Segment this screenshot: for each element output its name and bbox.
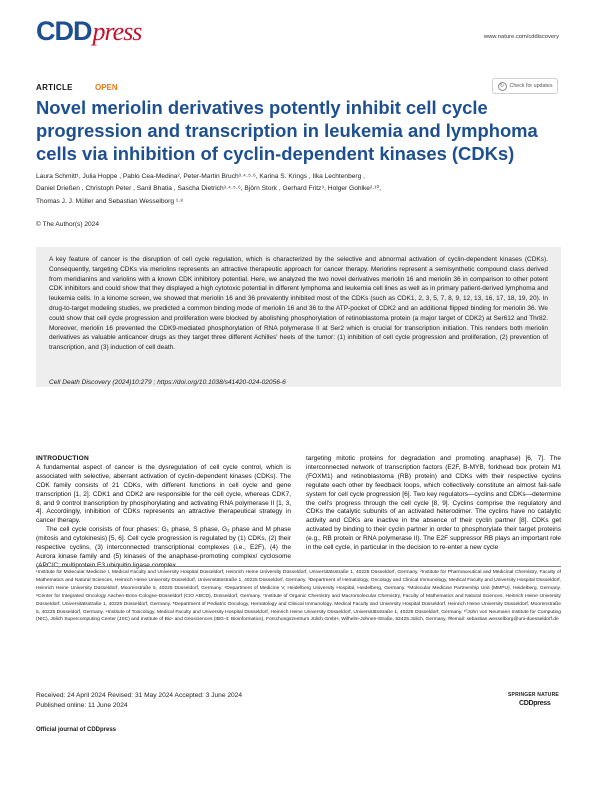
body-paragraph: A fundamental aspect of cancer is the dysregulation of cell cycle control, which is associated with selective, aberrant activation of cyclin-dependent kinases (CDKs). The CDK family consists of 21 CDKs, with different functions in cell cycle and gene transcription [1, 2]. CDK1 and CDK2 are responsible for the cell cycle, whereas CDK7, 8, and 9 control transcription by phosphorylating and activating RNA polymerase II [1, 3, 4]. Accordingly, inhibition of CDKs represents an attractive therapeutical strategy in cancer therapy. — [36, 463, 291, 525]
journal-logo: CDDpress — [36, 16, 142, 46]
article-title: Novel meriolin derivatives potently inhibit cell cycle progression and transcription in leukemia and lymphoma cells via inhibition of cyclin-dependent kinases (CDKs) — [36, 97, 538, 164]
check-updates-label: Check for updates — [509, 83, 553, 89]
article-dates — [36, 691, 242, 710]
journal-footer: Official journal of CDDpress — [36, 727, 117, 733]
journal-url[interactable]: www.nature.com/cddiscovery — [483, 34, 559, 40]
author-list — [36, 171, 561, 208]
abstract-text: A key feature of cancer is the disruption of cell cycle regulation, which is characterized by the selective and abnormal activation of cyclin-dependent kinases (CDKs). Consequently, targeting CDKs via meriolins represents an attractive therapeutic approach for cancer therapy. Meriolins represent a semisynthetic compound class derived from meridianins and variolins with a known CDK inhibitory potential. Here, we analyzed the two novel derivatives meriolin 16 and meriolin 36 in comparison to other potent CDK inhibitors and could show that they displayed a high cytotoxic potential in different lymphoma and leukemia cell lines as well as in primary patient-derived lymphoma and leukemia cells. In a kinome screen, we showed that meriolin 16 and 36 prevalently inhibited most of the CDKs (such as CDK1, 2, 3, 5, 7, 8, 9, 12, 13, 16, 17, 18, 19, 20). In drug-to-target modeling studies, we predicted a common binding mode of meriolin 16 and 36 to the ATP-pocket of CDK2 and an additional flipped binding for meriolin 36. We could show that cell cycle progression and proliferation were blocked by abolishing phosphorylation of retinoblastoma protein (a major target of CDK2) at Ser612 and Thr82. Moreover, meriolin 16 prevented the CDK9-mediated phosphorylation of RNA polymerase II at Ser2 which is crucial for transcription initiation. This renders both meriolin derivatives as valuable anticancer drugs as they target three different Achilles' heels of the tumor: (1) inhibition of cell cycle progression and proliferation, (2) prevention of transcription, and (3) induction of cell death. — [49, 256, 548, 352]
body-column-left — [36, 455, 291, 571]
published-online: Published online: 11 June 2024 — [36, 701, 128, 709]
author-line-3: Thomas J. J. Müller and Sebastian Wesselborg ¹·⁸ — [36, 197, 184, 205]
author-line-1: Laura Schmitt¹, Julia Hoppe , Pablo Cea-Medina², Peter-Martin Bruch³·⁴·⁵·⁶, Karina S. Krings , Ilka Lechtenberg , — [36, 173, 365, 180]
affiliations-footnote: ¹Institute for Molecular Medicine I, Medical Faculty and University Hospital Düsseldorf, Heinrich Heine University Düsseldorf, Universitätsstraße 1, 40225 Düsseldorf, Germany. ²Institute for Pharmaceutical and Medicinal Chemistry, Faculty of Mathematics and Natural Sciences, Heinrich Heine University Düsseldorf, Universitätsstraße 1, 40225 Düsseldorf, Germany. ³Department of Hematology, Oncology and Clinical Immunology, Medical Faculty and University Hospital Düsseldorf, Heinrich Heine University Düsseldorf, Moorenstraße 5, 40225 Düsseldorf, Germany. ⁴Department of Medicine V, Heidelberg University Hospital, Heidelberg, Germany. ⁵Molecular Medicine Partnership Unit (MMPU), Heidelberg, Germany. ⁶Center for Integrated Oncology Aachen-Bonn-Cologne-Düsseldorf (CIO ABCD), Düsseldorf, Germany. ⁷Institute of Organic Chemistry and Macromolecular Chemistry, Faculty of Mathematics and Natural Sciences, Heinrich Heine University Düsseldorf, Universitätsstraße 1, 40225 Düsseldorf, Germany. ⁸Department of Pediatric Oncology, Hematology and Clinical Immunology, Medical Faculty and University Hospital Düsseldorf, Heinrich Heine University Düsseldorf, Moorenstraße 5, 40225 Düsseldorf, Germany. ⁹Institute of Toxicology, Medical Faculty and University Hospital Düsseldorf, Heinrich Heine University Düsseldorf, Universitätsstraße 1, 40225 Düsseldorf, Germany. ¹⁰John von Neumann Institute for Computing (NIC), Jülich Supercomputing Center (JSC) and Institute of Bio- and Geosciences (IBG-4: Bioinformatics), Forschungszentrum Jülich GmbH, Wilhelm-Johnen-Straße, 52425 Jülich, Germany. ✉email: sebastian.wesselborg@uni-duesseldorf.de — [36, 570, 561, 623]
citation-line[interactable]: Cell Death Discovery (2024)10:279 ; https://doi.org/10.1038/s41420-024-02056-6 — [49, 379, 286, 386]
section-heading-introduction: INTRODUCTION — [36, 455, 89, 462]
check-updates-icon: ↻ — [498, 82, 507, 91]
author-line-2: Daniel Drießen , Christoph Peter , Sanil Bhatia , Sascha Dietrich³·⁴·⁵·⁶, Björn Stork , Gerhard Fritz⁹, Holger Gohlke²·¹⁰, — [36, 185, 382, 193]
body-paragraph: The cell cycle consists of four phases: G₁ phase, S phase, G₂ phase and M phase (mitosis and cytokinesis) [5, 6]. Cell cycle progression is regulated by (1) CDKs, (2) their respective cyclins, (3) interconnected transcriptional complexes (i.e., E2F), (4) the Aurora kinase family and (5) kinases of the anaphase-promoting complex/ cyclosome (APC/C; multiprotein E3 ubiquitin ligase complex — [36, 526, 291, 569]
open-access-badge: OPEN — [95, 83, 118, 92]
publisher-logo-top: SPRINGER NATURE — [508, 692, 559, 698]
footnote-divider — [36, 566, 561, 567]
check-for-updates-button[interactable] — [492, 78, 558, 94]
body-column-right — [306, 455, 561, 553]
received-revised-accepted: Received: 24 April 2024 Revised: 31 May 2024 Accepted: 3 June 2024 — [36, 692, 243, 699]
copyright-notice: © The Author(s) 2024 — [36, 221, 100, 228]
publisher-logo-bottom: CDDpress — [519, 700, 551, 707]
article-type-label: ARTICLE — [36, 83, 73, 92]
body-paragraph: targeting mitotic proteins for degradation and promoting anaphase) [6, 7]. The interconnected network of transcription factors (E2F, B-MYB, forkhead box protein M1 (FOXM1) and retinoblastoma (RB) protein) and CDKs with their respective cyclins regulate each other by feedback loops, which collectively constitute an almost fail-safe system for cell cycle progression [6]. Two key regulators—cyclins and CDKs—determine the cell's progress through the cell cycle [8, 9]. Cyclins comprise the regulatory and CDKs the catalytic subunits of an activated heterodimer. The cyclins have no catalytic activity and CDKs are inactive in the absence of their cyclin partner [8]. CDKs get activated by binding to their cyclin partner in order to phosphorylate their target proteins (e.g., RB protein or RNA polymerase II). The E2F suppressor RB plays an important role in the cell cycle, in particular in the decision to re-enter a new cycle — [306, 455, 561, 552]
